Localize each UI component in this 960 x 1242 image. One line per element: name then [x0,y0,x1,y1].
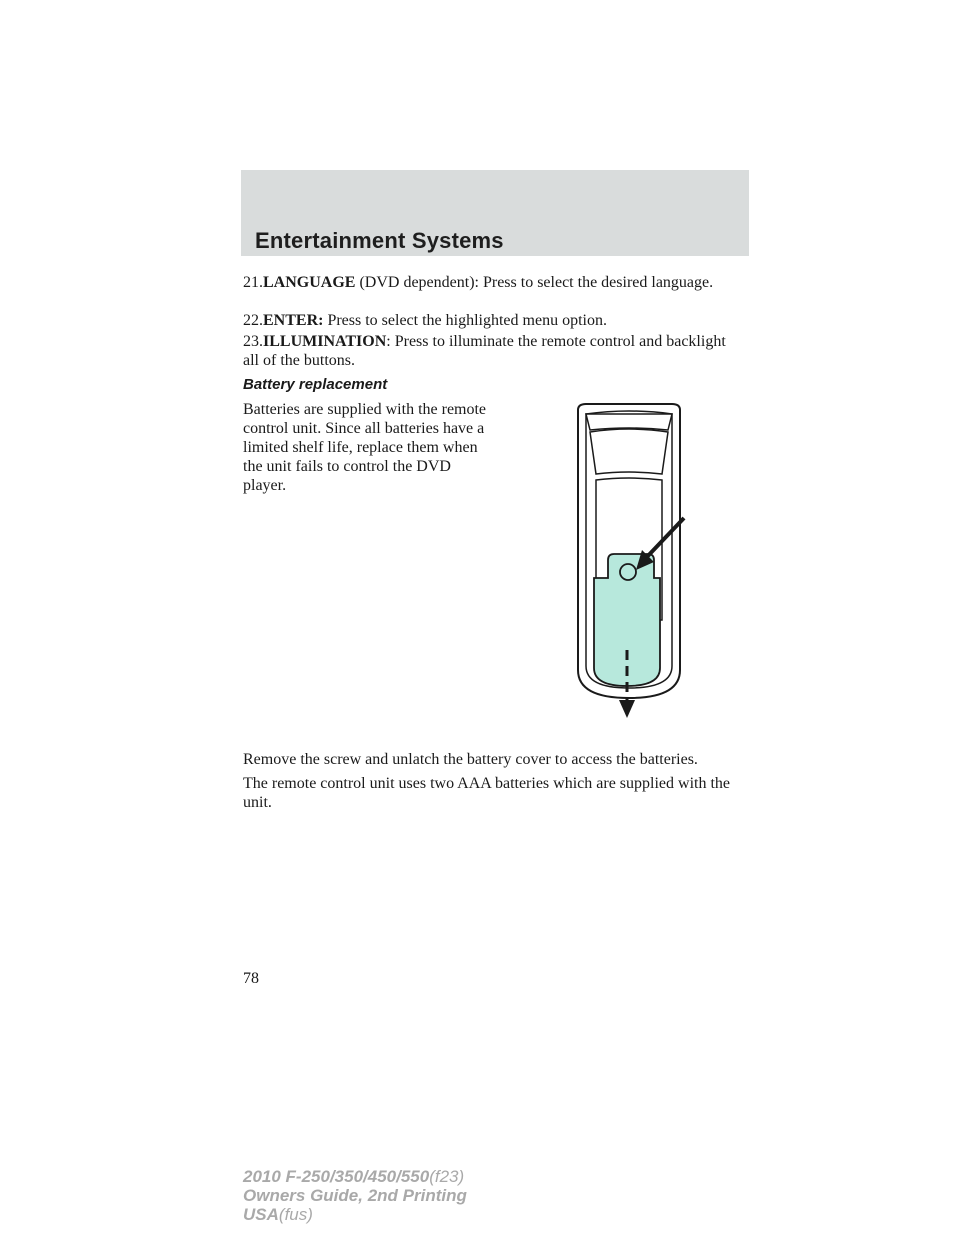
pointer-arrow-line [644,518,684,560]
battery-replacement-heading: Battery replacement [243,376,388,393]
remote-second-panel [590,429,668,474]
footer-model-code: (f23) [429,1167,465,1186]
battery-intro-paragraph: Batteries are supplied with the remote control unit. Since all batteries have a limited shelf life, replace them when the unit fails to control the DVD player. [243,401,487,494]
item-text: (DVD dependent): Press to select the desired language. [359,274,714,291]
battery-type-paragraph: The remote control unit uses two AAA batteries which are supplied with the unit. [243,775,730,811]
remove-instructions: Remove the screw and unlatch the battery cover to access the batteries. [243,751,698,768]
footer-market: USA [243,1205,279,1224]
footer-market-code: (fus) [278,1205,313,1224]
section-title: Entertainment Systems [255,228,504,253]
footer-printing: Owners Guide, 2nd Printing [243,1186,467,1205]
item-term: LANGUAGE [263,274,356,291]
list-item-language [243,273,743,292]
slide-direction-arrow-head [619,700,635,718]
footer-model: 2010 F-250/350/450/550 [243,1167,430,1186]
page-number: 78 [243,970,259,987]
item-term: ENTER: [263,312,324,329]
item-number: 21. [243,274,263,291]
item-text: Press to select the highlighted menu option. [327,312,607,329]
remote-control-battery-illustration [560,400,700,722]
item-term: ILLUMINATION [263,333,387,350]
document-footer [243,1167,467,1224]
item-text: : Press to illuminate the remote control and backlight all of the buttons. [243,333,726,369]
list-item-illumination [243,332,743,370]
item-number: 23. [243,333,263,350]
item-number: 22. [243,312,263,329]
list-item-enter [243,311,607,330]
